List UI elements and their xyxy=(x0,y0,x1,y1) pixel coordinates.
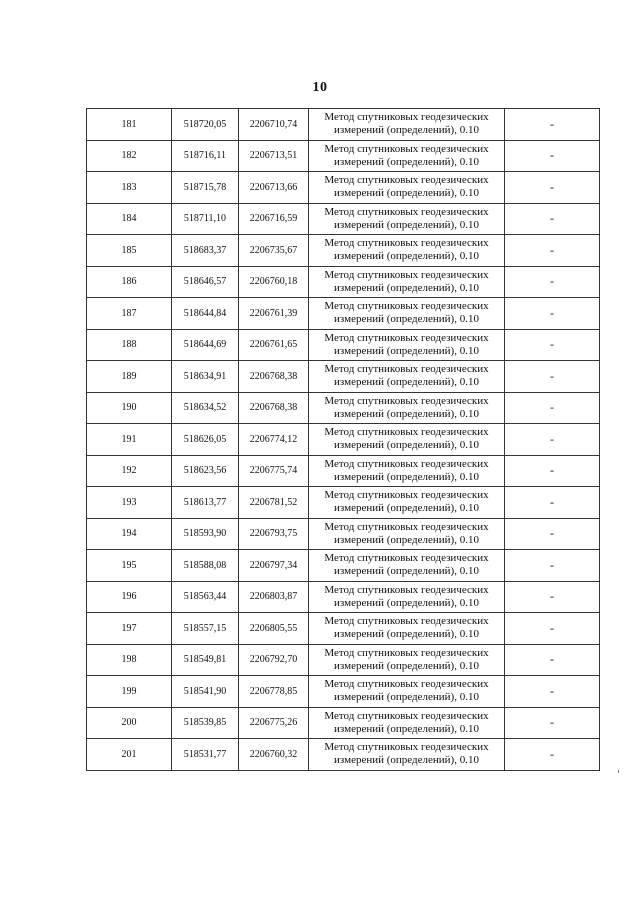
y-coordinate-cell: 2206760,18 xyxy=(239,266,309,298)
point-number-cell: 181 xyxy=(87,109,172,141)
point-number-cell: 194 xyxy=(87,518,172,550)
method-cell xyxy=(309,739,505,771)
point-number-cell: 190 xyxy=(87,392,172,424)
note-cell: - xyxy=(505,329,600,361)
x-coordinate-cell: 518715,78 xyxy=(172,172,239,204)
point-number-cell: 201 xyxy=(87,739,172,771)
method-cell xyxy=(309,455,505,487)
x-coordinate-cell: 518541,90 xyxy=(172,676,239,708)
point-number-cell: 182 xyxy=(87,140,172,172)
note-cell: - xyxy=(505,455,600,487)
x-coordinate-cell: 518646,57 xyxy=(172,266,239,298)
x-coordinate-cell: 518539,85 xyxy=(172,707,239,739)
y-coordinate-cell: 2206778,85 xyxy=(239,676,309,708)
note-cell: - xyxy=(505,676,600,708)
table-row xyxy=(87,487,600,519)
table-row xyxy=(87,550,600,582)
table-row xyxy=(87,203,600,235)
y-coordinate-cell: 2206761,65 xyxy=(239,329,309,361)
note-cell: - xyxy=(505,613,600,645)
method-cell xyxy=(309,550,505,582)
method-cell xyxy=(309,235,505,267)
method-line-1: Метод спутниковых геодезических xyxy=(324,520,489,533)
y-coordinate-cell: 2206805,55 xyxy=(239,613,309,645)
table-row xyxy=(87,739,600,771)
y-coordinate-cell: 2206775,26 xyxy=(239,707,309,739)
table-row xyxy=(87,329,600,361)
table-row xyxy=(87,392,600,424)
method-line-1: Метод спутниковых геодезических xyxy=(324,111,489,124)
coordinates-table xyxy=(86,108,600,771)
method-line-2: измерений (определений), 0.10 xyxy=(334,533,479,546)
y-coordinate-cell: 2206713,66 xyxy=(239,172,309,204)
method-cell xyxy=(309,298,505,330)
point-number-cell: 185 xyxy=(87,235,172,267)
x-coordinate-cell: 518623,56 xyxy=(172,455,239,487)
y-coordinate-cell: 2206761,39 xyxy=(239,298,309,330)
table-row xyxy=(87,676,600,708)
method-line-1: Метод спутниковых геодезических xyxy=(324,426,489,439)
method-line-2: измерений (определений), 0.10 xyxy=(334,281,479,294)
note-cell: - xyxy=(505,392,600,424)
point-number-cell: 198 xyxy=(87,644,172,676)
point-number-cell: 188 xyxy=(87,329,172,361)
note-cell: - xyxy=(505,707,600,739)
method-cell xyxy=(309,676,505,708)
note-cell: - xyxy=(505,518,600,550)
point-number-cell: 187 xyxy=(87,298,172,330)
method-line-2: измерений (определений), 0.10 xyxy=(334,376,479,389)
point-number-cell: 192 xyxy=(87,455,172,487)
method-line-1: Метод спутниковых геодезических xyxy=(324,331,489,344)
table-row xyxy=(87,518,600,550)
note-cell: - xyxy=(505,361,600,393)
y-coordinate-cell: 2206793,75 xyxy=(239,518,309,550)
y-coordinate-cell: 2206768,38 xyxy=(239,392,309,424)
y-coordinate-cell: 2206774,12 xyxy=(239,424,309,456)
table-row xyxy=(87,613,600,645)
point-number-cell: 191 xyxy=(87,424,172,456)
method-line-1: Метод спутниковых геодезических xyxy=(324,237,489,250)
x-coordinate-cell: 518613,77 xyxy=(172,487,239,519)
method-cell xyxy=(309,644,505,676)
note-cell: - xyxy=(505,203,600,235)
x-coordinate-cell: 518549,81 xyxy=(172,644,239,676)
method-line-2: измерений (определений), 0.10 xyxy=(334,754,479,767)
method-line-1: Метод спутниковых геодезических xyxy=(324,300,489,313)
table-row xyxy=(87,298,600,330)
table-row xyxy=(87,644,600,676)
method-line-1: Метод спутниковых геодезических xyxy=(324,709,489,722)
table-row xyxy=(87,266,600,298)
method-line-2: измерений (определений), 0.10 xyxy=(334,596,479,609)
y-coordinate-cell: 2206713,51 xyxy=(239,140,309,172)
point-number-cell: 199 xyxy=(87,676,172,708)
point-number-cell: 197 xyxy=(87,613,172,645)
point-number-cell: 195 xyxy=(87,550,172,582)
y-coordinate-cell: 2206803,87 xyxy=(239,581,309,613)
x-coordinate-cell: 518557,15 xyxy=(172,613,239,645)
method-line-2: измерений (определений), 0.10 xyxy=(334,628,479,641)
y-coordinate-cell: 2206797,34 xyxy=(239,550,309,582)
table-row xyxy=(87,424,600,456)
note-cell: - xyxy=(505,140,600,172)
note-cell: - xyxy=(505,109,600,141)
x-coordinate-cell: 518716,11 xyxy=(172,140,239,172)
method-cell xyxy=(309,613,505,645)
point-number-cell: 196 xyxy=(87,581,172,613)
method-line-1: Метод спутниковых геодезических xyxy=(324,363,489,376)
x-coordinate-cell: 518644,69 xyxy=(172,329,239,361)
y-coordinate-cell: 2206775,74 xyxy=(239,455,309,487)
table-row xyxy=(87,707,600,739)
method-line-1: Метод спутниковых геодезических xyxy=(324,205,489,218)
x-coordinate-cell: 518644,84 xyxy=(172,298,239,330)
point-number-cell: 184 xyxy=(87,203,172,235)
method-cell xyxy=(309,361,505,393)
x-coordinate-cell: 518626,05 xyxy=(172,424,239,456)
table-row xyxy=(87,172,600,204)
note-cell: - xyxy=(505,644,600,676)
method-line-2: измерений (определений), 0.10 xyxy=(334,722,479,735)
method-cell xyxy=(309,424,505,456)
coordinates-table-body xyxy=(87,109,600,771)
point-number-cell: 193 xyxy=(87,487,172,519)
method-line-2: измерений (определений), 0.10 xyxy=(334,344,479,357)
table-row xyxy=(87,109,600,141)
x-coordinate-cell: 518683,37 xyxy=(172,235,239,267)
method-line-1: Метод спутниковых геодезических xyxy=(324,174,489,187)
note-cell: - xyxy=(505,550,600,582)
note-cell: - xyxy=(505,266,600,298)
x-coordinate-cell: 518711,10 xyxy=(172,203,239,235)
x-coordinate-cell: 518634,52 xyxy=(172,392,239,424)
method-line-2: измерений (определений), 0.10 xyxy=(334,659,479,672)
y-coordinate-cell: 2206716,59 xyxy=(239,203,309,235)
method-line-2: измерений (определений), 0.10 xyxy=(334,439,479,452)
table-row xyxy=(87,455,600,487)
method-line-1: Метод спутниковых геодезических xyxy=(324,583,489,596)
method-cell xyxy=(309,109,505,141)
point-number-cell: 186 xyxy=(87,266,172,298)
note-cell: - xyxy=(505,581,600,613)
x-coordinate-cell: 518720,05 xyxy=(172,109,239,141)
point-number-cell: 189 xyxy=(87,361,172,393)
method-line-2: измерений (определений), 0.10 xyxy=(334,155,479,168)
method-line-2: измерений (определений), 0.10 xyxy=(334,470,479,483)
method-line-2: измерений (определений), 0.10 xyxy=(334,250,479,263)
x-coordinate-cell: 518563,44 xyxy=(172,581,239,613)
table-row xyxy=(87,140,600,172)
note-cell: - xyxy=(505,172,600,204)
margin-mark xyxy=(618,770,619,773)
y-coordinate-cell: 2206781,52 xyxy=(239,487,309,519)
method-line-1: Метод спутниковых геодезических xyxy=(324,457,489,470)
y-coordinate-cell: 2206710,74 xyxy=(239,109,309,141)
table-row xyxy=(87,235,600,267)
x-coordinate-cell: 518593,90 xyxy=(172,518,239,550)
method-line-1: Метод спутниковых геодезических xyxy=(324,741,489,754)
method-cell xyxy=(309,266,505,298)
method-line-2: измерений (определений), 0.10 xyxy=(334,187,479,200)
note-cell: - xyxy=(505,424,600,456)
method-line-2: измерений (определений), 0.10 xyxy=(334,502,479,515)
method-line-1: Метод спутниковых геодезических xyxy=(324,142,489,155)
method-line-1: Метод спутниковых геодезических xyxy=(324,615,489,628)
method-cell xyxy=(309,707,505,739)
method-cell xyxy=(309,392,505,424)
note-cell: - xyxy=(505,298,600,330)
table-row xyxy=(87,361,600,393)
method-line-2: измерений (определений), 0.10 xyxy=(334,124,479,137)
y-coordinate-cell: 2206792,70 xyxy=(239,644,309,676)
note-cell: - xyxy=(505,487,600,519)
note-cell: - xyxy=(505,235,600,267)
y-coordinate-cell: 2206768,38 xyxy=(239,361,309,393)
x-coordinate-cell: 518531,77 xyxy=(172,739,239,771)
method-line-1: Метод спутниковых геодезических xyxy=(324,552,489,565)
method-cell xyxy=(309,140,505,172)
method-cell xyxy=(309,518,505,550)
note-cell: - xyxy=(505,739,600,771)
method-line-1: Метод спутниковых геодезических xyxy=(324,678,489,691)
method-cell xyxy=(309,581,505,613)
method-cell xyxy=(309,172,505,204)
method-cell xyxy=(309,329,505,361)
method-line-1: Метод спутниковых геодезических xyxy=(324,268,489,281)
method-cell xyxy=(309,203,505,235)
page-number: 10 xyxy=(312,80,328,95)
method-cell xyxy=(309,487,505,519)
x-coordinate-cell: 518588,08 xyxy=(172,550,239,582)
y-coordinate-cell: 2206735,67 xyxy=(239,235,309,267)
method-line-1: Метод спутниковых геодезических xyxy=(324,489,489,502)
x-coordinate-cell: 518634,91 xyxy=(172,361,239,393)
method-line-2: измерений (определений), 0.10 xyxy=(334,691,479,704)
y-coordinate-cell: 2206760,32 xyxy=(239,739,309,771)
method-line-2: измерений (определений), 0.10 xyxy=(334,565,479,578)
point-number-cell: 200 xyxy=(87,707,172,739)
table-row xyxy=(87,581,600,613)
method-line-2: измерений (определений), 0.10 xyxy=(334,313,479,326)
point-number-cell: 183 xyxy=(87,172,172,204)
method-line-2: измерений (определений), 0.10 xyxy=(334,407,479,420)
method-line-2: измерений (определений), 0.10 xyxy=(334,218,479,231)
method-line-1: Метод спутниковых геодезических xyxy=(324,394,489,407)
method-line-1: Метод спутниковых геодезических xyxy=(324,646,489,659)
